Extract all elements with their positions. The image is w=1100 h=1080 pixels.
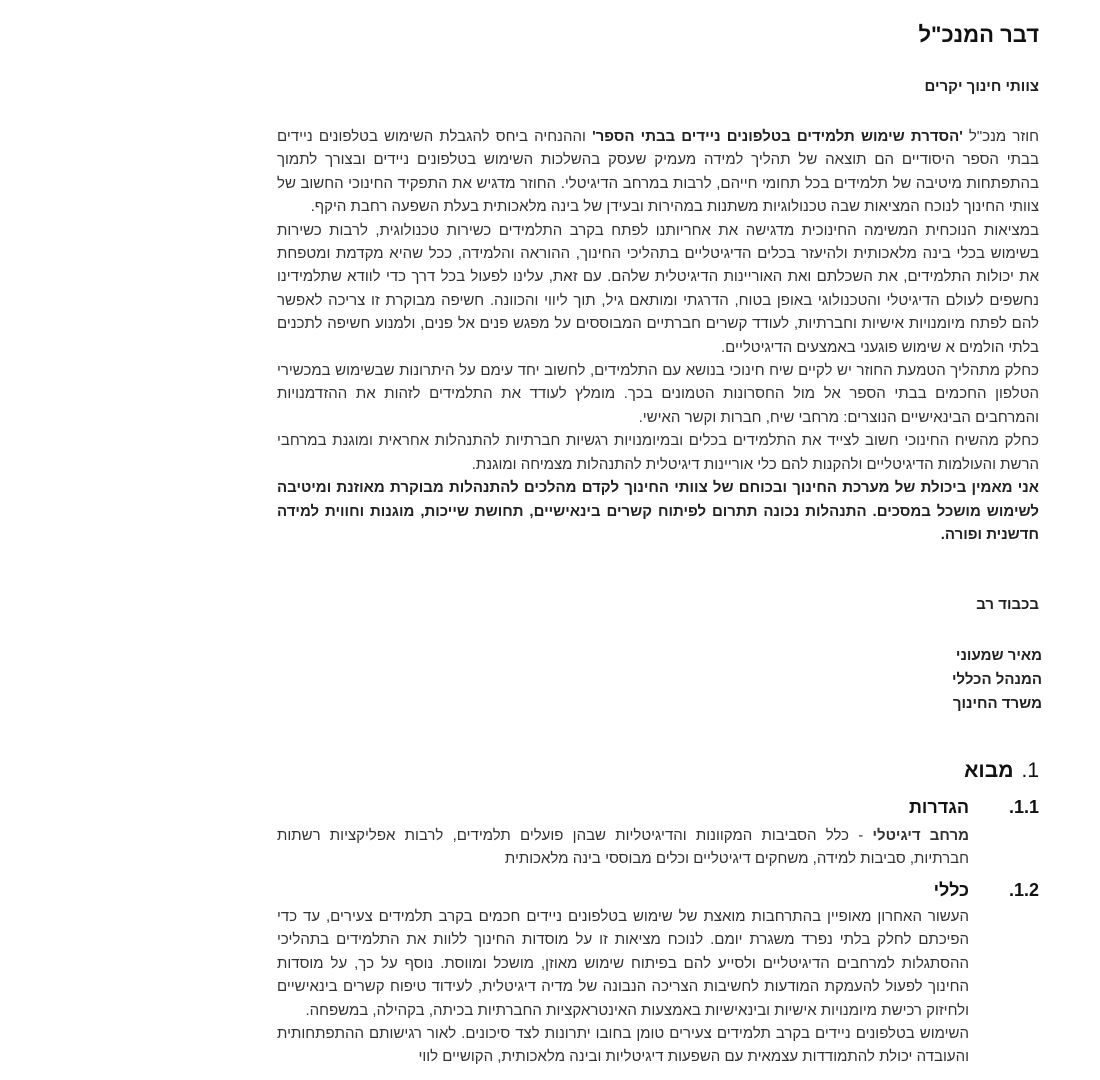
signatory-role: המנהל הכללי <box>951 671 1042 688</box>
letter-paragraph-5: אני מאמין ביכולת של מערכת החינוך ובכוחם של צוותי החינוך לקדם מהלכים להתנהלות מבוקרת מאוזנת ומיטיבה לשימוש מושכל במסכים. התנהלות נכונה תתרום לפיתוח קשרים בינאישיים, תחושת שייכות, מוגנות וחווית למידה חדשנית ופורה. <box>277 479 1039 543</box>
letter-paragraph-1: חוזר מנכ"ל 'הסדרת שימוש תלמידים בטלפונים ניידים בבתי הספר' וההנחיה ביחס להגבלת השימוש בטלפונים ניידים בבתי הספר היסודיים הם תוצאה של תהליך למידה מעמיק שעסק בהשלכות השימוש בטלפונים ניידים ובצורך לתמוך בהתפתחות מיטיבה של תלמידים בכל תחומי חייהם, לרבות במרחב הדיגיטלי. החוזר מדגיש את התפקיד החינוכי החשוב של צוותי החינוך לנוכח המציאות שבה טכנולוגיות משתנות במהירות ובעידן של בינה מלאכותית בעלת השפעה רחבת היקף. <box>277 128 1039 216</box>
page-title: דבר המנכ"ל <box>918 22 1039 47</box>
subsection-title: הגדרות <box>909 797 969 817</box>
letter-paragraph-2: במציאות הנוכחית המשימה החינוכית מדגישה את אחריותנו לפתח בקרב התלמידים כשירות טכנולוגית, לרבות כשירות בשימוש בכלי בינה מלאכותית ולהיעזר בכלים הדיגיטליים בתהליכי החינוך, ההוראה והלמידה, ככל שהיא מקדמת ומטפחת את יכולות התלמידים, את השכלתם ואת האוריינות הדיגיטלית שלהם. עם זאת, עלינו לפעול בכל דרך כדי לוודא שתלמידינו נחשפים לעולם הדיגיטלי והטכנולוגי באופן בטוח, הדרגתי ומותאם גיל, תוך ליווי והכוונה. חשיפה מבוקרת זו צריכה לאפשר להם לפתח מיומנויות אישיות וחברתיות, לעודד קשרים חברתיים המבוססים על מפגש פנים אל פנים, ולמנוע חשיפה לתכנים בלתי הולמים א שימוש פוגעני באמצעים הדיגיטליים. <box>277 221 1039 356</box>
closing: בכבוד רב <box>976 596 1039 613</box>
letter-paragraph-3: כחלק מתהליך הטמעת החוזר יש לקיים שיח חינוכי בנושא עם התלמידים, לחשוב יחד עימם על היתרונות שבשימוש במכשירי הטלפון החכמים בבתי הספר אל מול החסרונות הטמונים בכך. מומלץ לעודד את התלמידים לזהות את ההזדמנויות והמרחבים הבינאישיים הנוצרים: מרחבי שיח, חברות וקשר האישי. <box>277 362 1039 426</box>
subsection-title: כללי <box>933 880 969 900</box>
director-letter-body <box>277 125 1039 546</box>
definition-item <box>277 824 969 871</box>
general-paragraph-2: השימוש בטלפונים ניידים בקרב תלמידים צעירים טומן בחובו יתרונות לצד סיכונים. לאור רגישותם ההתפתחותית והעובדה יכולת להתמודדות עצמאית עם השפעות דיגיטליות ובינה מלאכותית, הקושיים לווי <box>277 1025 969 1066</box>
general-paragraph-1: העשור האחרון מאופיין בהתרחבות מואצת של שימוש בטלפונים ניידים חכמים בקרב תלמידים צעירים, עד כדי הפיכתם לחלק בלתי נפרד משגרת יומם. לנוכח מציאות זו על מוסדות החינוך ללוות את התלמידים בתהליכי ההסתגלות למרחבים הדיגיטליים ולסייע להם בפיתוח שימוש מאוזן, מושכל ומווסת. נוסף על כך, על מוסדות החינוך לפעול להעמקת המודעות לחשיבות הצריכה הנבונה של מדיה דיגיטלית, לעידוד טיפוח קשרים בינאישיים ולחיזוק רכישת מיומנויות אישיות ובינאישיות באמצעות האינטראקציות החברתיות בכיתה, בקהילה, במשפחה. <box>277 908 969 1019</box>
subsection-heading-definitions <box>277 797 1039 818</box>
subsection-number: 1.1. <box>1008 797 1039 817</box>
section-title: מבוא <box>964 759 1014 782</box>
signature-block <box>952 644 1042 716</box>
subsection-number: 1.2. <box>1008 880 1039 900</box>
signatory-name: מאיר שמעוני <box>955 647 1042 664</box>
general-body <box>277 905 969 1069</box>
circular-title: 'הסדרת שימוש תלמידים בטלפונים ניידים בבתי הספר' <box>592 128 963 145</box>
section-number: 1. <box>1021 759 1039 782</box>
definitions-body <box>277 824 969 871</box>
section-heading-intro <box>277 759 1039 783</box>
greeting: צוותי חינוך יקרים <box>924 78 1039 95</box>
subsection-heading-general <box>277 880 1039 901</box>
definition-text: - כלל הסביבות המקוונות והדיגיטליות שבהן פועלים תלמידים, לרבות אפליקציות רשתות חברתיות, סביבות למידה, משחקים דיגיטליים וכלים מבוססי בינה מלאכותית <box>277 827 969 868</box>
definition-term: מרחב דיגיטלי <box>872 827 970 844</box>
signatory-office: משרד החינוך <box>952 695 1042 712</box>
letter-paragraph-4: כחלק מהשיח החינוכי חשוב לצייד את התלמידים בכלים ובמיומנויות רגשיות חברתיות להתנהלות אחראית ומוגנת במרחבי הרשת והעולמות הדיגיטליים ולהקנות להם כלי אוריינות דיגיטלית להתנהלות מצמיחה ומוגנת. <box>277 432 1039 473</box>
